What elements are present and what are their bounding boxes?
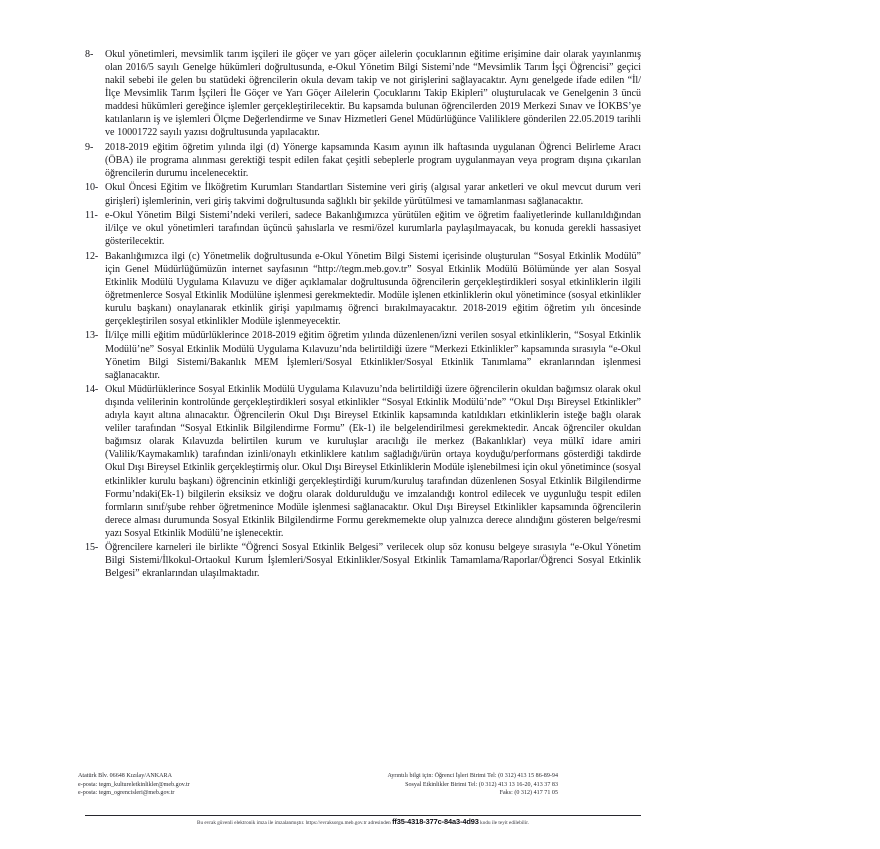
list-item [85,541,641,580]
esignature-prefix-text: Bu evrak güvenli elektronik imza ile imzalanmıştır. https://evraksorgu.meb.gov.tr adresinden [197,820,391,827]
footer-email-ogrenci: e-posta: tegm_ogrencisleri@meb.gov.tr [78,790,175,797]
list-item [85,209,641,248]
list-item [85,383,641,540]
list-item-text: Okul Öncesi Eğitim ve İlköğretim Kurumları Standartları Sistemine veri giriş (algısal yarar anketleri ve okul mevcut durum veri girişleri) işlemlerinin, veri giriş takvimi doğrultusunda sağlıklı bir şekilde yürütülmesi ve tamamlanması sağlanacaktır. [105,182,641,207]
list-item-marker: 10- [85,182,99,194]
list-item-text: Okul Müdürlüklerince Sosyal Etkinlik Modülü Uygulama Kılavuzu’nda belirtildiği üzere öğrencilerin okuldan bağımsız olarak okul dışında velilerinin kontrolünde gerçekleştirdikleri sosyal etkinlikler “Sosyal Etkinlik Modülü’nde” “Okul Dışı Bireysel Etkinlikler” adıyla kayıt altına alınacaktır. Öğrencilerin Okul Dışı Bireysel Etkinlik kapsamında katıldıkları etkinliklerin isteğe bağlı olarak veliler tarafından “Sosyal Etkinlik Bilgilendirme Formu” (Ek-1) ile belgelendirilmesi gerekmektedir. Ancak öğrenciler okuldan bağımsız olarak Kılavuzda belirtilen kurum ve kuruluşlar aracılığı ile merkez (Bakanlıklar) veya mülkî idare amiri (Valilik/Kaymakamlık) tarafından izinli/onaylı etkinliklere katılım sağladığı/ürün ortaya koyduğu/performans gösterdiği takdirde Okul Dışı Bireysel Etkinlik gerçekleştirmiş olur. Okul Dışı Bireysel Etkinliklerin Modüle işlenebilmesi için okul yönetimince (sosyal etkinlikler kurulu başkanı) öğrencinin etkinliği gerçekleştirdiği kurum/kuruluş tarafından düzenlenen Sosyal Etkinlik Bilgilendirme Formu’ndaki(Ek-1) bilgilerin eksiksiz ve doğru olarak doldurulduğu ve imzalandığı kontrol edilecek ve uygunluğu tespit edilen formların sınıf/şube rehber öğretmenince Modüle işlenmesi sağlanacaktır. Okul Dışı Bireysel Etkinlikler kapsamında öğrencilerin derece alması durumunda Sosyal Etkinlik Bilgilendirme Formu gerekmemekte olup yalnızca derece alındığını gösteren belge/resmi yazı Sosyal Etkinlik Modülü’ne işlenecektir. [105,384,641,539]
footer-address-block [78,772,190,798]
footer-email-kultur: e-posta: tegm_kultureletkinlikler@meb.gov.tr [78,781,190,788]
footer-address-line: Atatürk Blv. 06648 Kızılay/ANKARA [78,773,172,779]
list-item-marker: 12- [85,250,99,262]
footer-fax: Faks: (0 312) 417 71 05 [499,790,558,797]
list-item [85,141,641,180]
esignature-code: ff35-4318-377c-84a3-4d93 [392,817,479,827]
list-item-marker: 15- [85,542,99,554]
list-item-marker: 11- [85,210,98,222]
list-item-text: 2018-2019 eğitim öğretim yılında ilgi (d) Yönerge kapsamında Kasım ayının ilk haftasında uygulanan Öğrenci Belirleme Aracı (ÖBA) ile programa alınması gerektiği tespit edilen fakat çeşitli sebeplerle program uygulanmayan veya program dışına çıkarılan öğrencilerin durumu incelenecektir. [105,141,641,179]
list-item-text: Öğrencilere karneleri ile birlikte “Öğrenci Sosyal Etkinlik Belgesi” verilecek olup söz konusu belgeye sırasıyla “e-Okul Yönetim Bilgi Sistemi/İlkokul-Ortaokul Kurum İşlemleri/Sosyal Etkinlikler/Sosyal Etkinlik Tamamlama/Raporlar/Öğrenci Sosyal Etkinlik Belgesi” ekranlarından ulaşılmaktadır. [105,542,641,580]
esignature-verification-line [85,815,641,827]
footer-phone-ogrenci-isleri: Ayrıntılı bilgi için: Öğrenci İşleri Birimi Tel: (0 312) 413 15 86-89-94 [387,773,558,779]
list-item-marker: 14- [85,384,99,396]
list-item-text: e-Okul Yönetim Bilgi Sistemi’ndeki verileri, sadece Bakanlığımızca yürütülen eğitim ve öğretim faaliyetlerinde kullanıldığından il/ilçe ve okul yönetimleri tarafından üçüncü şahıslarla ve resmi/özel kurumlarla paylaşılmayacak, bu konuda gerekli hassasiyet gösterilecektir. [105,210,641,248]
esignature-suffix-text: kodu ile teyit edilebilir. [480,820,529,827]
list-item-text: Bakanlığımızca ilgi (c) Yönetmelik doğrultusunda e-Okul Yönetim Bilgi Sistemi içerisinde oluşturulan “Sosyal Etkinlik Modülü” için Genel Müdürlüğümüzün internet sayfasının “http://tegm.meb.gov.tr” Sosyal Etkinlik Modülü Bölümünde yer alan Sosyal Etkinlik Modülü Uygulama Kılavuzu ve diğer açıklamalar doğrultusunda öğrencilerin gerçekleştirdikleri sosyal etkinliklerin ilgili öğretmenlerce Sosyal Etkinlik Modülüne işlenmesi gerekmektedir. Modüle işlenen etkinliklerin okul yönetimince (sosyal etkinlikler kurulu başkanı) onaylanarak etkinlik girişi yapılmamış öğrenci bırakılmayacaktır. 2018-2019 eğitim öğretim yılı öncesinde gerçekleştirilen sosyal etkinlikler Modüle işlenmeyecektir. [105,250,641,327]
list-item [85,181,641,207]
list-item-marker: 13- [85,330,99,342]
list-item-marker: 9- [85,141,94,153]
footer-contact-block [388,772,558,798]
list-item [85,329,641,381]
footer-phone-sosyal-etkinlikler: Sosyal Etkinlikler Birimi Tel: (0 312) 413 13 16-20, 413 37 83 [405,781,558,788]
page-footer [78,772,558,798]
list-item-text: İl/ilçe milli eğitim müdürlüklerince 2018-2019 eğitim öğretim yılında düzenlenen/izni verilen sosyal etkinliklerin, “Sosyal Etkinlik Modülü’ne” Sosyal Etkinlik Modülü Uygulama Kılavuzu’nda belirtildiği üzere “Merkezi Etkinlikler” kapsamında sırasıyla “e-Okul Yönetim Bilgi Sistemi/Bakanlık MEM İşlemleri/Sosyal Etkinlikler/Sosyal Etkinlik Tanımlama” ekranlarından işlenmesi sağlanacaktır. [105,330,641,381]
list-item-marker: 8- [85,49,94,60]
list-item [85,250,641,328]
list-item [85,48,641,139]
document-body [85,48,641,582]
list-item-text: Okul yönetimleri, mevsimlik tarım işçileri ile göçer ve yarı göçer ailelerin çocuklarının eğitime erişimine dair olarak yayınlanmış olan 2016/5 sayılı Genelge hükümleri doğrultusunda, e-Okul Yönetim Bilgi Sistemi’nde “Mevsimlik Tarım İşçi Öğrencisi” geçici nakil sebebi ile gelen bu statüdeki öğrencilerin okula devam takip ve not girişlerini sağlayacaktır. Aynı genelgede ifade edilen “İl/İlçe Mevsimlik Tarım İşçileri İle Göçer ve Yarı Göçer Ailelerin Çocuklarını Takip Ekipleri” oluşturulacak ve Genelgenin 3 üncü maddesi hükümleri gereğince işlemler gerçekleştirilecektir. Bu kapsamda bulunan öğrencilerden 2019 Merkezi Sınav ve İOKBS’ye katılanların iş ve işlemleri Ölçme Değerlendirme ve Sınav Hizmetleri Genel Müdürlüğünce Valiliklere gönderilen 22.05.2019 tarihli ve 10001722 sayılı yazısı doğrultusunda yapılacaktır. [105,49,641,139]
